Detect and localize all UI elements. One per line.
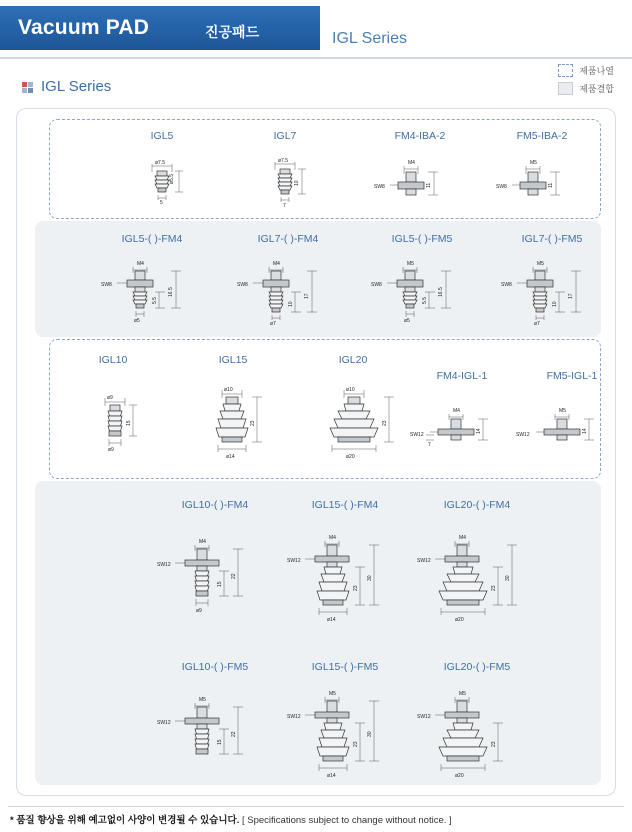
svg-text:M5: M5 (407, 261, 414, 267)
item-label-igl10-fm5: IGL10-( )-FM5 (181, 661, 249, 673)
page-header (0, 0, 632, 60)
legend-label-assembly: 제품결합 (579, 84, 614, 94)
svg-text:15: 15 (217, 739, 223, 745)
page-title-korean: 진공패드 (205, 24, 260, 40)
item-label-igl5-fm4: IGL5-( )-FM4 (121, 233, 183, 245)
svg-text:ø14: ø14 (226, 454, 235, 460)
svg-text:SW12: SW12 (417, 558, 431, 564)
svg-text:M5: M5 (530, 160, 537, 166)
footer-note-korean: * 품질 향상을 위해 예고없이 사양이 변경될 수 있습니다. (10, 815, 240, 826)
svg-text:SW8: SW8 (101, 282, 112, 288)
svg-text:M5: M5 (329, 691, 336, 697)
page-title: Vacuum PAD (18, 16, 150, 39)
svg-text:10: 10 (288, 301, 294, 307)
svg-text:M5: M5 (537, 261, 544, 267)
svg-text:7: 7 (428, 442, 431, 448)
svg-text:SW12: SW12 (516, 432, 530, 438)
figure-fm5-iba-2 (490, 150, 600, 210)
svg-text:M4: M4 (459, 535, 466, 541)
svg-text:M4: M4 (199, 539, 206, 545)
svg-text:23: 23 (491, 741, 497, 747)
item-label-fm5-iba-2: FM5-IBA-2 (516, 130, 568, 142)
figure-igl7-fm5 (493, 255, 613, 329)
figure-igl5-fm5 (363, 255, 483, 329)
svg-text:7: 7 (283, 203, 286, 209)
item-label-igl5: IGL5 (150, 130, 174, 142)
svg-text:5.5: 5.5 (422, 297, 428, 304)
figure-igl7 (248, 150, 328, 212)
svg-text:ø5: ø5 (404, 318, 410, 324)
svg-text:SW8: SW8 (496, 184, 507, 190)
svg-text:M4: M4 (137, 261, 144, 267)
svg-text:ø7: ø7 (534, 321, 540, 327)
group-pads-small-fittings (35, 221, 601, 337)
svg-text:SW12: SW12 (157, 562, 171, 568)
svg-text:M4: M4 (329, 535, 336, 541)
figure-igl10-fm5 (147, 687, 277, 787)
figure-igl15-fm4 (277, 525, 407, 637)
svg-text:23: 23 (491, 585, 497, 591)
svg-text:30: 30 (367, 575, 373, 581)
figure-fm5-igl-1 (512, 398, 627, 460)
svg-text:SW12: SW12 (287, 714, 301, 720)
legend (558, 64, 614, 100)
legend-item-listing (558, 64, 614, 77)
svg-text:ø7.5: ø7.5 (155, 160, 166, 166)
svg-text:ø9: ø9 (108, 447, 114, 453)
svg-text:22: 22 (231, 573, 237, 579)
svg-text:11: 11 (426, 182, 432, 188)
svg-text:16.5: 16.5 (438, 287, 444, 297)
svg-text:30: 30 (505, 575, 511, 581)
svg-text:ø9: ø9 (196, 608, 202, 614)
svg-text:ø7.5: ø7.5 (278, 158, 289, 164)
svg-text:17: 17 (304, 293, 310, 299)
figure-igl7-fm4 (229, 255, 349, 329)
svg-text:M4: M4 (453, 408, 460, 414)
item-label-igl15-fm4: IGL15-( )-FM4 (311, 499, 379, 511)
svg-text:ø20: ø20 (455, 617, 464, 623)
svg-text:10: 10 (552, 301, 558, 307)
figure-igl15 (190, 370, 300, 472)
svg-text:ø10: ø10 (346, 387, 355, 393)
legend-solid-swatch-icon (558, 82, 573, 95)
svg-text:30: 30 (367, 731, 373, 737)
item-label-igl7-fm4: IGL7-( )-FM4 (257, 233, 319, 245)
figure-igl5 (125, 152, 205, 212)
item-label-igl15: IGL15 (218, 354, 248, 366)
svg-text:10: 10 (294, 180, 300, 186)
svg-text:ø5: ø5 (134, 318, 140, 324)
item-label-igl20-fm5: IGL20-( )-FM5 (443, 661, 511, 673)
svg-text:15: 15 (126, 420, 132, 426)
item-label-igl5-fm5: IGL5-( )-FM5 (391, 233, 453, 245)
svg-text:17: 17 (568, 293, 574, 299)
legend-item-assembly (558, 82, 614, 95)
svg-text:23: 23 (250, 420, 256, 426)
item-label-fm4-igl-1: FM4-IGL-1 (436, 370, 488, 382)
svg-text:ø20: ø20 (346, 454, 355, 460)
item-label-igl7: IGL7 (273, 130, 297, 142)
product-table-panel (16, 108, 616, 796)
svg-text:14: 14 (476, 428, 482, 434)
svg-text:5: 5 (160, 200, 163, 206)
svg-text:ø14: ø14 (327, 617, 336, 623)
item-label-fm4-iba-2: FM4-IBA-2 (394, 130, 446, 142)
figure-igl20-fm4 (407, 525, 547, 637)
legend-label-listing: 제품나열 (579, 66, 614, 76)
header-series-label: IGL Series (332, 30, 407, 47)
section-title: IGL Series (41, 78, 112, 95)
svg-text:ø10: ø10 (224, 387, 233, 393)
figure-fm4-igl-1 (406, 398, 521, 460)
svg-text:23: 23 (353, 585, 359, 591)
item-label-igl7-fm5: IGL7-( )-FM5 (521, 233, 583, 245)
svg-text:ø5.5: ø5.5 (169, 173, 175, 184)
svg-text:ø7: ø7 (270, 321, 276, 327)
svg-text:SW12: SW12 (417, 714, 431, 720)
figure-igl15-fm5 (277, 681, 407, 791)
svg-text:SW12: SW12 (287, 558, 301, 564)
svg-text:SW8: SW8 (237, 282, 248, 288)
svg-text:ø20: ø20 (455, 773, 464, 779)
item-label-igl10-fm4: IGL10-( )-FM4 (181, 499, 249, 511)
figure-igl10 (75, 386, 175, 472)
svg-text:M4: M4 (408, 160, 415, 166)
svg-text:SW8: SW8 (501, 282, 512, 288)
svg-text:5.5: 5.5 (152, 297, 158, 304)
legend-dashed-swatch-icon (558, 64, 573, 77)
footer-note-english: [ Specifications subject to change without notice. ] (242, 815, 452, 826)
svg-text:11: 11 (548, 182, 554, 188)
svg-text:M4: M4 (273, 261, 280, 267)
item-label-igl20: IGL20 (338, 354, 368, 366)
figure-igl10-fm4 (147, 529, 277, 639)
svg-text:SW12: SW12 (410, 432, 424, 438)
svg-text:SW8: SW8 (374, 184, 385, 190)
svg-text:15: 15 (217, 581, 223, 587)
item-label-igl15-fm5: IGL15-( )-FM5 (311, 661, 379, 673)
item-label-igl10: IGL10 (98, 354, 128, 366)
group-pads-small (49, 119, 601, 219)
header-divider (0, 57, 632, 59)
svg-text:ø14: ø14 (327, 773, 336, 779)
svg-text:22: 22 (231, 731, 237, 737)
group-pads-large (49, 339, 601, 479)
svg-text:SW8: SW8 (371, 282, 382, 288)
svg-text:SW12: SW12 (157, 720, 171, 726)
svg-text:M5: M5 (199, 697, 206, 703)
section-heading (22, 78, 111, 95)
svg-text:ø9: ø9 (107, 395, 113, 401)
item-label-igl20-fm4: IGL20-( )-FM4 (443, 499, 511, 511)
svg-text:M5: M5 (559, 408, 566, 414)
figure-fm4-iba-2 (368, 150, 478, 210)
svg-text:14: 14 (582, 428, 588, 434)
squares-bullet-icon (22, 82, 33, 93)
group-pads-large-fittings (35, 481, 601, 785)
svg-text:M5: M5 (459, 691, 466, 697)
figure-igl5-fm4 (93, 255, 213, 329)
footer-divider (8, 806, 624, 807)
svg-text:23: 23 (353, 741, 359, 747)
svg-text:23: 23 (382, 420, 388, 426)
figure-igl20-fm5 (407, 681, 547, 791)
svg-text:16.5: 16.5 (168, 287, 174, 297)
item-label-fm5-igl-1: FM5-IGL-1 (546, 370, 598, 382)
footer-note (10, 812, 452, 826)
